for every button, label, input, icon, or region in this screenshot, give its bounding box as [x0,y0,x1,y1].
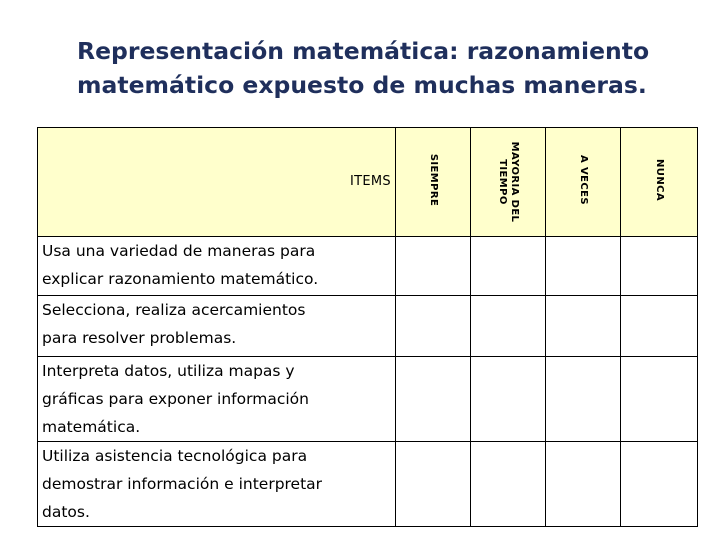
item-text-line: matemática. [42,418,141,436]
item-cell [38,357,396,442]
header-row [38,128,698,237]
column-label-siempre: SIEMPRE [428,153,439,207]
column-label-a-veces: A VECES [578,155,589,205]
title-line-1: Representación matemática: razonamiento [77,37,650,65]
title-line-2: matemático expuesto de muchas maneras. [77,71,647,99]
items-header-label: ITEMS [350,174,391,189]
item-text-line: datos. [42,503,90,521]
item-text-line: Utiliza asistencia tecnológica para [42,447,308,465]
column-header-a-veces [546,128,621,237]
rating-cell-nunca[interactable] [621,442,698,527]
rating-cell-a-veces[interactable] [546,237,621,296]
item-text-line: Interpreta datos, utiliza mapas y [42,362,295,380]
items-header-cell [38,128,396,237]
item-cell [38,442,396,527]
item-cell [38,296,396,357]
item-text-line: Usa una variedad de maneras para [42,242,316,260]
column-header-mayoria [471,128,546,237]
table-row [38,442,698,527]
rating-cell-nunca[interactable] [621,237,698,296]
rating-cell-nunca[interactable] [621,296,698,357]
rubric-table [37,127,698,527]
item-text-line: demostrar información e interpretar [42,475,323,493]
rating-cell-mayoria[interactable] [471,357,546,442]
rating-cell-siempre[interactable] [396,357,471,442]
table-row [38,237,698,296]
rating-cell-nunca[interactable] [621,357,698,442]
item-text-line: Selecciona, realiza acercamientos [42,301,306,319]
rating-cell-siempre[interactable] [396,296,471,357]
rating-cell-mayoria[interactable] [471,237,546,296]
rating-cell-a-veces[interactable] [546,357,621,442]
table-row [38,357,698,442]
item-text-line: gráficas para exponer información [42,390,309,408]
column-label-nunca: NUNCA [654,159,665,201]
page-title [77,34,717,102]
rating-cell-mayoria[interactable] [471,442,546,527]
rating-cell-a-veces[interactable] [546,442,621,527]
rating-cell-siempre[interactable] [396,442,471,527]
item-cell [38,237,396,296]
table-row [38,296,698,357]
rating-cell-a-veces[interactable] [546,296,621,357]
item-text-line: para resolver problemas. [42,329,237,347]
column-header-nunca [621,128,698,237]
rating-cell-mayoria[interactable] [471,296,546,357]
column-label-mayoria: MAYORIA DEL TIEMPO [497,141,520,223]
rating-cell-siempre[interactable] [396,237,471,296]
column-header-siempre [396,128,471,237]
item-text-line: explicar razonamiento matemático. [42,270,319,288]
